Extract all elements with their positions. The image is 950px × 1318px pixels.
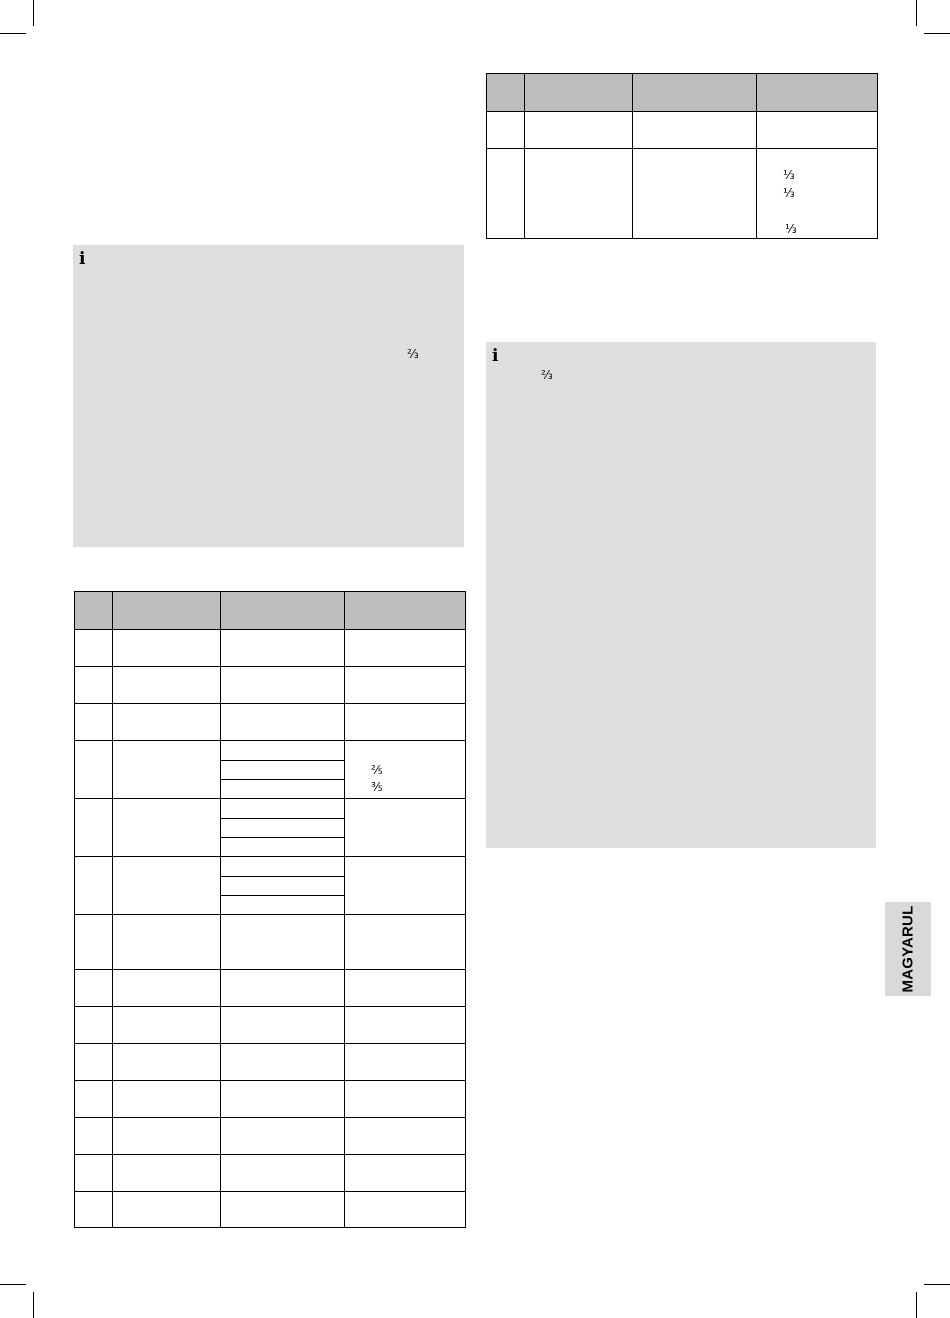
crop-mark [33,0,34,26]
table-cell [221,857,345,877]
table-row [75,970,466,1007]
table-cell [633,149,757,239]
table-row [75,741,466,761]
crop-mark [0,1284,26,1285]
table-cell [75,667,113,704]
table-cell [221,780,345,799]
table-row [75,1192,466,1228]
language-side-tab [885,902,931,996]
table-cell [221,1118,345,1155]
crop-mark [916,1292,917,1318]
crop-mark [916,0,917,26]
table-cell [345,1192,466,1228]
fraction-text: ⅔ [541,368,553,382]
table-cell [221,799,345,819]
table-cell [345,915,466,970]
table-header-row [487,74,878,112]
table-row [487,149,878,239]
table-cell [75,1007,113,1044]
language-tab-label: MAGYARUL [899,905,917,993]
table-cell [75,915,113,970]
fraction-text: ⅓ [783,186,795,200]
table-cell [345,704,466,741]
table-cell [75,970,113,1007]
table-cell [345,1081,466,1118]
table-cell [75,630,113,667]
table-cell [633,112,757,149]
table-cell [75,1044,113,1081]
fraction-text: ⅖ [371,763,383,777]
table-row [75,1118,466,1155]
table-cell [345,630,466,667]
table-cell [345,1118,466,1155]
table-cell [75,1081,113,1118]
table-cell [221,1081,345,1118]
table-cell [345,1007,466,1044]
table-cell [221,877,345,896]
table-row [75,667,466,704]
table-cell [525,149,633,239]
table-cell [757,112,878,149]
table-cell [75,704,113,741]
table-cell [345,1044,466,1081]
crop-mark [924,33,950,34]
table-header-cell [113,592,221,630]
table-top-right [486,73,878,239]
crop-mark [924,1284,950,1285]
table-row [75,1044,466,1081]
table-cell [113,1118,221,1155]
table-cell [221,838,345,857]
table-cell [221,761,345,780]
table-cell [345,970,466,1007]
table-row [75,1155,466,1192]
table-header-cell [487,74,525,112]
fraction-text: ⅔ [407,347,419,361]
table-cell [113,704,221,741]
info-icon: i [79,249,86,269]
table-cell [345,799,466,857]
table-cell [345,857,466,915]
table-header-cell [75,592,113,630]
table-cell [113,667,221,704]
table-cell [345,1155,466,1192]
table-cell [221,1007,345,1044]
table-row [75,1081,466,1118]
table-row [487,112,878,149]
table-cell [113,1192,221,1228]
table-cell [221,1044,345,1081]
table-cell [221,704,345,741]
table-cell [113,1044,221,1081]
table-cell [221,896,345,915]
table-cell [113,857,221,915]
table-cell [113,970,221,1007]
table-row [75,915,466,970]
table-cell [221,819,345,838]
table-row [75,857,466,877]
table-header-cell [345,592,466,630]
table-bottom-left [74,591,466,1228]
table-header-cell [633,74,757,112]
table-cell [75,857,113,915]
table-row [75,1007,466,1044]
table-cell [487,112,525,149]
fraction-text: ⅓ [785,222,797,236]
table-cell [221,970,345,1007]
table-cell [113,741,221,799]
table-cell [75,799,113,857]
table-cell [113,630,221,667]
note-box-left [73,245,464,547]
table-cell [221,1192,345,1228]
table-cell [75,741,113,799]
table-cell [345,667,466,704]
table-row [75,630,466,667]
table-header-row [75,592,466,630]
fraction-text: ⅗ [371,780,383,794]
table-cell [757,149,878,239]
crop-mark [0,33,26,34]
table-cell [221,741,345,761]
note-box-right [486,342,876,848]
table-cell [345,741,466,799]
info-icon: i [492,346,499,366]
table-cell [113,1081,221,1118]
table-cell [221,915,345,970]
table-cell [113,1007,221,1044]
table-cell [113,915,221,970]
table-cell [487,149,525,239]
table-header-cell [757,74,878,112]
fraction-text: ⅓ [783,168,795,182]
table-cell [221,1155,345,1192]
table-cell [113,1155,221,1192]
table-cell [113,799,221,857]
table-cell [75,1192,113,1228]
table-row [75,704,466,741]
table-cell [75,1155,113,1192]
table-row [75,799,466,819]
table-cell [221,630,345,667]
table-cell [525,112,633,149]
table-header-cell [525,74,633,112]
crop-mark [33,1292,34,1318]
table-cell [75,1118,113,1155]
table-header-cell [221,592,345,630]
table-cell [221,667,345,704]
